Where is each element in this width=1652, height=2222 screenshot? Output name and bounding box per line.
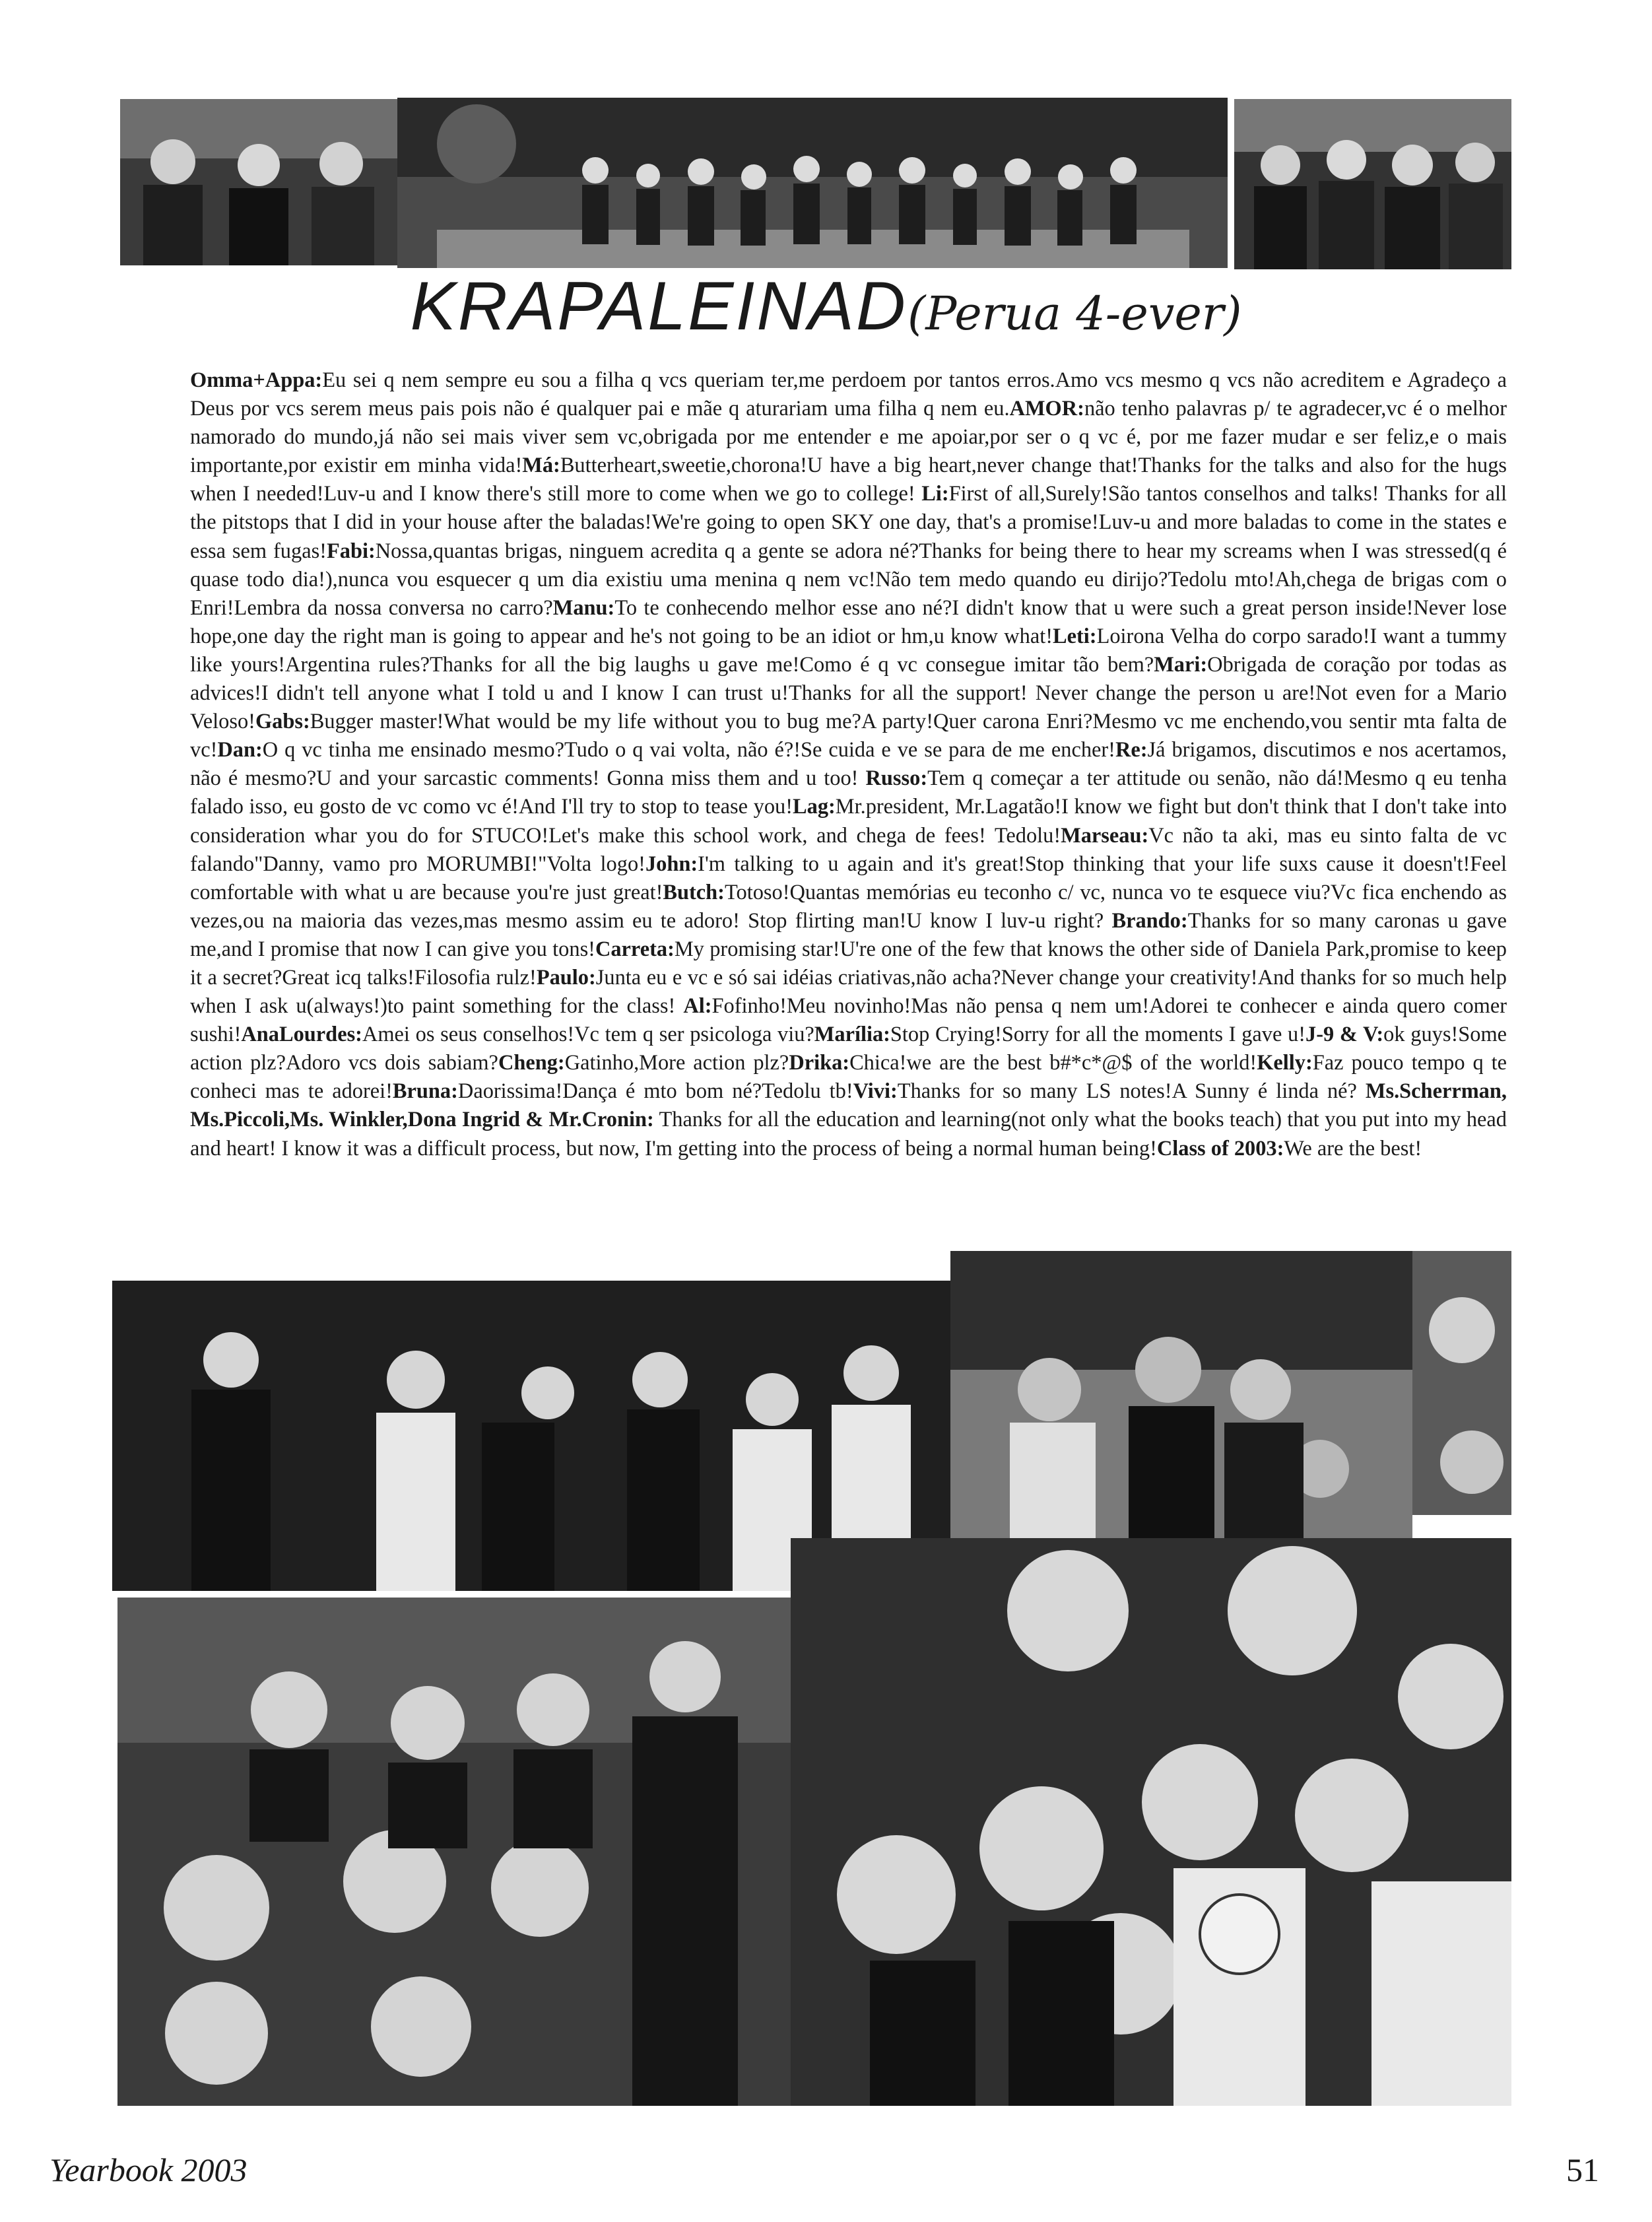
entry-text: Totoso!Quantas memórias eu teconho c/ vc, nunca vo te esquece viu?Vc fica enchendo as vezes,ou na maioria das vezes,mas mesmo assim eu te adoro! Stop flirting man!U know I luv-u right? xyxy=(190,880,1507,933)
entry-name: Omma+Appa: xyxy=(190,368,323,392)
entry-text: To te conhecendo melhor esse ano né?I didn't know that u were such a great person inside!Never lose hope,one day the right man is going to appear and he's not going to be an idiot or hm,u know what! xyxy=(190,595,1507,648)
page-title xyxy=(0,267,1652,346)
entry-text: Mr.president, Mr.Lagatão!I know we fight but don't think that I don't take into consideration whar you do for STUCO!Let's make this school work, and chega de fees! Tedolu! xyxy=(190,795,1507,848)
entry-name: Re: xyxy=(1115,738,1148,762)
entry-name: Lag: xyxy=(793,795,836,819)
entry-text: We are the best! xyxy=(1284,1136,1422,1161)
collage-photo-park xyxy=(950,1251,1412,1581)
message-body xyxy=(190,366,1507,1163)
entry-name: Leti: xyxy=(1053,624,1097,648)
entry-text: First of all,Surely!São tantos conselhos and talks! Thanks for all the pitstops that I did in your house after the baladas!We're going to open SKY one day, that's a promise!Luv-u and more baladas to come in the states e essa sem fugas! xyxy=(190,482,1507,563)
page-number: 51 xyxy=(1566,2151,1599,2188)
entry-name: Marília: xyxy=(814,1023,890,1047)
entry-text: Butterheart,sweetie,chorona!U have a big heart,never change that!Thanks for the talks and also for the hugs when I needed!Luv-u and I know there's still more to come when we go to college! xyxy=(190,454,1507,506)
entry-name: Butch: xyxy=(663,880,725,904)
top-photo-right xyxy=(1234,99,1511,269)
entry-name: Marseau: xyxy=(1061,823,1149,848)
collage-photo-portrait xyxy=(1412,1251,1511,1515)
entry-name: Bruna: xyxy=(392,1079,458,1104)
entry-text: Thanks for all the education and learning(not only what the books teach) that you put into my head and heart! I know it was a difficult process, but now, I'm getting into the process of being a normal human being! xyxy=(190,1108,1507,1161)
entry-text: My promising star!U're one of the few that knows the other side of Daniela Park,promise to keep it a secret?Great icq talks!Filosofia rulz! xyxy=(190,937,1507,990)
collage-photo-friends-right xyxy=(791,1538,1511,2106)
entry-name: Mari: xyxy=(1154,652,1208,677)
entry-name: Li: xyxy=(921,482,949,506)
entry-text: Obrigada de coração por todas as advices!I didn't tell anyone what I told u and I know I can trust u!Thanks for all the support! Never change the person u are!Not even for a Mario Veloso! xyxy=(190,652,1507,734)
title-main: KRAPALEINAD xyxy=(410,268,908,345)
entry-name: AnaLourdes: xyxy=(241,1023,362,1047)
entry-text: Loirona Velha do corpo sarado!I want a tummy like yours!Argentina rules?Thanks for all the big laughs u gave me!Como é q vc consegue imitar tão bem? xyxy=(190,624,1507,677)
entry-text: O q vc tinha me ensinado mesmo?Tudo o q vai volta, não é?!Se cuida e ve se para de me encher! xyxy=(262,738,1115,762)
entry-text: não tenho palavras p/ te agradecer,vc é o melhor namorado do mundo,já não sei mais viver sem vc,obrigada por me entender e me apoiar,por ser o q vc é, por me fazer mudar e ser feliz,e o mais importante,por existir em minha vida! xyxy=(190,397,1507,478)
entry-text: Stop Crying!Sorry for all the moments I gave u! xyxy=(890,1023,1305,1047)
entry-name: Brando: xyxy=(1111,908,1188,933)
entry-text: Gatinho,More action plz? xyxy=(564,1051,789,1075)
entry-name: Class of 2003: xyxy=(1156,1136,1284,1161)
entry-name: Fabi: xyxy=(326,539,376,563)
entry-text: Fofinho!Meu novinho!Mas não pensa q nem um!Adorei te conhecer e ainda quero comer sushi! xyxy=(190,994,1507,1047)
entry-text: Tem q começar a ter attitude ou senão, não dá!Mesmo q eu tenha falado isso, eu gosto de vc como vc é!And I'll try to stop to tease you! xyxy=(190,766,1507,819)
footer-yearbook-label: Yearbook 2003 xyxy=(50,2151,248,2188)
entry-name: Al: xyxy=(683,994,712,1019)
entry-text: Thanks for so many caronas u gave me,and I promise that now I can give you tons! xyxy=(190,908,1507,961)
entry-text: Vc não ta aki, mas eu sinto falta de vc falando"Danny, vamo pro MORUMBI!"Volta logo! xyxy=(190,823,1507,876)
entry-text: Já brigamos, discutimos e nos acertamos, não é mesmo?U and your sarcastic comments! Gonna miss them and u too! xyxy=(190,738,1507,791)
entry-name: Má: xyxy=(522,454,560,478)
title-subtitle: (Perua 4-ever) xyxy=(907,286,1242,341)
entry-text: Bugger master!What would be my life without you to bug me?A party!Quer carona Enri?Mesmo vc me enchendo,vou sentir mta falta de vc! xyxy=(190,710,1507,762)
entry-text: ok guys!Some action plz?Adoro vcs dois sabiam? xyxy=(190,1023,1507,1075)
entry-name: Ms.Scherrman, Ms.Piccoli,Ms. Winkler,Dona Ingrid & Mr.Cronin: xyxy=(190,1079,1507,1132)
entry-name: Kelly: xyxy=(1257,1051,1313,1075)
entry-text: Thanks for so many LS notes!A Sunny é linda né? xyxy=(897,1079,1366,1104)
entry-name: Carreta: xyxy=(595,937,675,961)
entry-name: Paulo: xyxy=(536,965,596,990)
entry-name: Gabs: xyxy=(255,710,310,734)
entry-text: Junta eu e vc e só sai idéias criativas,não acha?Never change your creativity!And thanks for so much help when I ask u(always!)to paint something for the class! xyxy=(190,965,1507,1019)
entry-name: AMOR: xyxy=(1009,397,1084,421)
entry-name: Cheng: xyxy=(498,1051,565,1075)
top-photo-center xyxy=(397,98,1228,268)
entry-text: Eu sei q nem sempre eu sou a filha q vcs queriam ter,me perdoem por tantos erros.Amo vcs mesmo q vcs não acreditem e Agradeço a Deus por vcs serem meus pais pois não é qualquer pai e mãe q aturariam uma filha q nem eu. xyxy=(190,368,1507,421)
entry-name: Russo: xyxy=(865,766,928,791)
entry-name: John: xyxy=(645,852,698,876)
top-photo-left xyxy=(120,99,397,265)
entry-name: Drika: xyxy=(789,1051,850,1075)
entry-name: Vivi: xyxy=(853,1079,898,1104)
collage-photo-friends-left xyxy=(117,1598,791,2106)
entry-text: Chica!we are the best b#*c*@$ of the world! xyxy=(849,1051,1257,1075)
entry-text: Faz pouco tempo q te conheci mas te adorei! xyxy=(190,1051,1507,1104)
entry-text: I'm talking to u again and it's great!Stop thinking that your life suxs cause it doesn't!Feel comfortable with what u are because you're just great! xyxy=(190,852,1507,904)
entry-text: Amei os seus conselhos!Vc tem q ser psicologa viu? xyxy=(362,1023,814,1047)
entry-name: J-9 & V: xyxy=(1305,1023,1384,1047)
entry-text: Daorissima!Dança é mto bom né?Tedolu tb! xyxy=(457,1079,853,1104)
entry-name: Manu: xyxy=(552,595,615,620)
entry-text: Nossa,quantas brigas, ninguem acredita q a gente se adora né?Thanks for being there to hear my screams when I was stressed(q é quase todo dia!),nunca vou esquecer q um dia existiu uma menina q nem vc!Não tem medo quando eu dirijo?Tedolu mto!Ah,chega de brigas com o Enri!Lembra da nossa conversa no carro? xyxy=(190,539,1507,620)
entry-name: Dan: xyxy=(217,738,263,762)
